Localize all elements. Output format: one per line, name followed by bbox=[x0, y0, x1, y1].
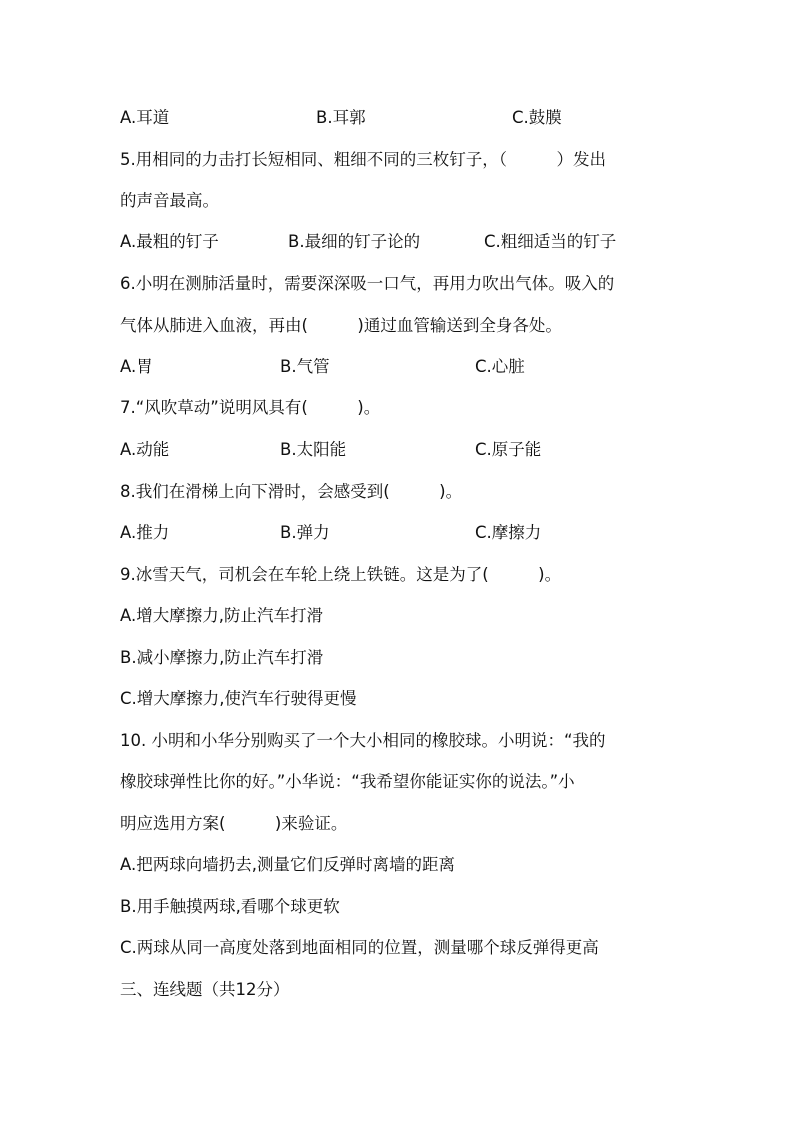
q6-text-line1: 6.小明在测肺活量时，需要深深吸一口气，再用力吹出气体。吸入的 bbox=[120, 274, 615, 293]
q6-option-b: B.气管 bbox=[280, 357, 330, 376]
q8-option-c: C.摩擦力 bbox=[475, 523, 542, 542]
q5-text-line1: 5.用相同的力击打长短相同、粗细不同的三枚钉子，（ ）发出 bbox=[120, 150, 606, 169]
q9-option-b: B.减小摩擦力,防止汽车打滑 bbox=[120, 648, 324, 667]
q4-option-b: B.耳郭 bbox=[316, 108, 366, 127]
q9-option-a: A.增大摩擦力,防止汽车打滑 bbox=[120, 606, 323, 625]
q6-option-a: A.胃 bbox=[120, 357, 153, 376]
q5-option-a: A.最粗的钉子 bbox=[120, 232, 219, 251]
q10-option-b: B.用手触摸两球,看哪个球更软 bbox=[120, 897, 340, 916]
q10-option-a: A.把两球向墙扔去,测量它们反弹时离墙的距离 bbox=[120, 855, 455, 874]
q8-option-b: B.弹力 bbox=[280, 523, 330, 542]
q10-text-line3: 明应选用方案( )来验证。 bbox=[120, 814, 348, 833]
q6-option-c: C.心脏 bbox=[475, 357, 525, 376]
q9-option-c: C.增大摩擦力,使汽车行驶得更慢 bbox=[120, 689, 357, 708]
q8-option-a: A.推力 bbox=[120, 523, 170, 542]
q6-text-line2: 气体从肺进入血液，再由( )通过血管输送到全身各处。 bbox=[120, 316, 562, 335]
q7-option-a: A.动能 bbox=[120, 440, 170, 459]
q9-text: 9.冰雪天气，司机会在车轮上绕上铁链。这是为了( )。 bbox=[120, 565, 562, 584]
q5-option-c: C.粗细适当的钉子 bbox=[484, 232, 617, 251]
q8-text: 8.我们在滑梯上向下滑时，会感受到( )。 bbox=[120, 482, 463, 501]
q7-text: 7.“风吹草动”说明风具有( )。 bbox=[120, 398, 381, 417]
q4-option-c: C.鼓膜 bbox=[512, 108, 562, 127]
q5-text-line2: 的声音最高。 bbox=[120, 191, 219, 210]
q10-option-c: C.两球从同一高度处落到地面相同的位置，测量哪个球反弹得更高 bbox=[120, 938, 599, 957]
q5-option-b: B.最细的钉子论的 bbox=[288, 232, 421, 251]
section-heading: 三、连线题（共12分） bbox=[120, 980, 290, 999]
q4-option-a: A.耳道 bbox=[120, 108, 170, 127]
q7-option-b: B.太阳能 bbox=[280, 440, 347, 459]
q10-text-line1: 10. 小明和小华分别购买了一个大小相同的橡胶球。小明说：“我的 bbox=[120, 731, 606, 750]
q7-option-c: C.原子能 bbox=[475, 440, 542, 459]
q10-text-line2: 橡胶球弹性比你的好。”小华说：“我希望你能证实你的说法。”小 bbox=[120, 772, 575, 791]
